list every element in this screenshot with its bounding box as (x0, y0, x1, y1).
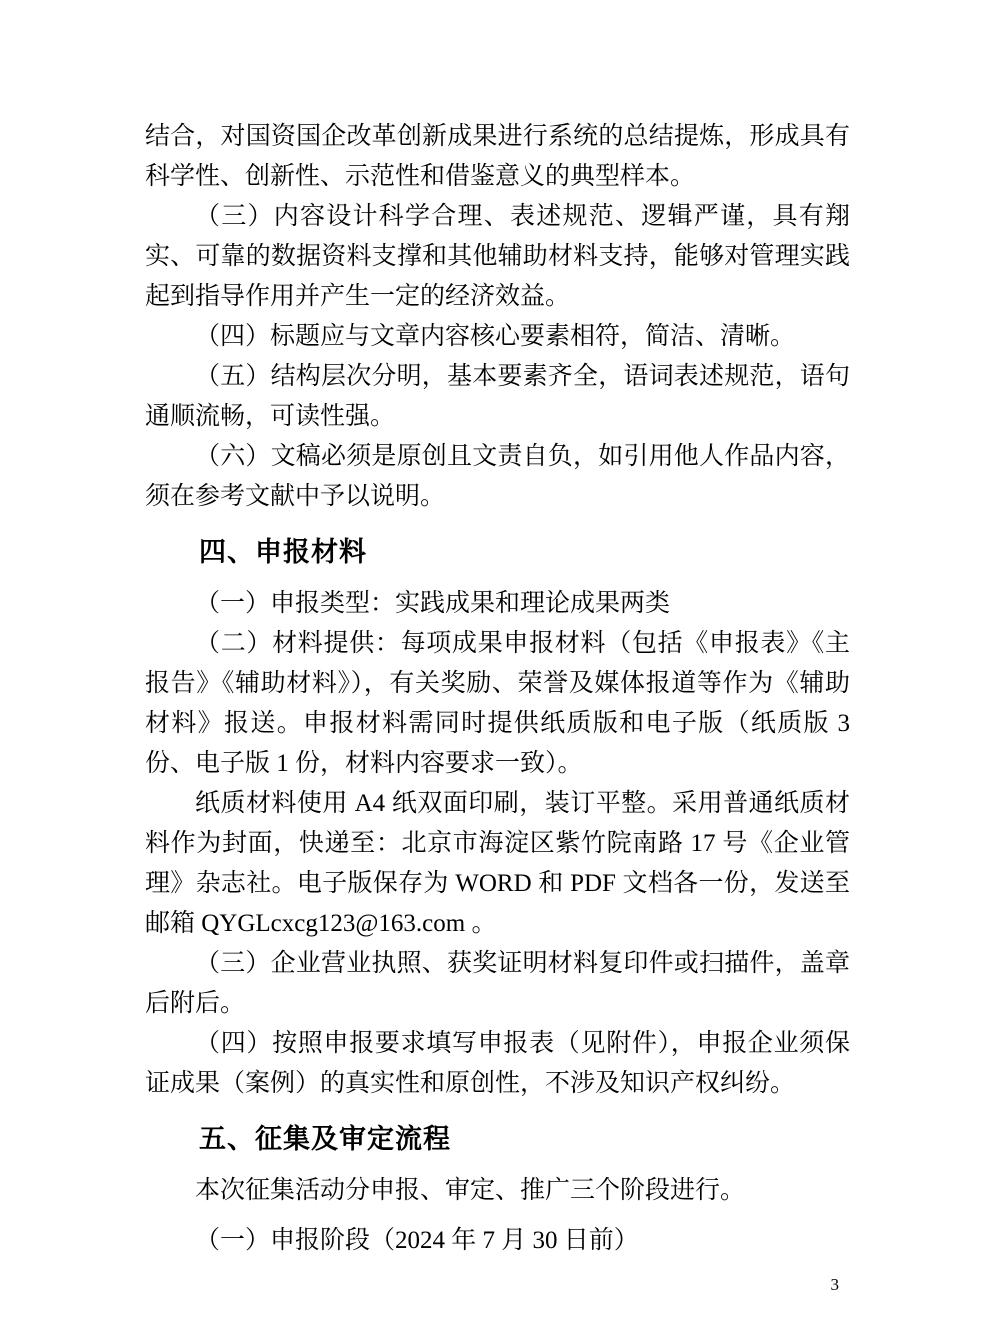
document-body (145, 117, 850, 1261)
para-declaration-type: （一）申报类型：实践成果和理论成果两类 (195, 590, 671, 617)
para-fill-form: （四）按照申报要求填写申报表（见附件），申报企业须保证成果（案例）的真实性和原创性，不涉及知识产权纠纷。 (145, 1030, 850, 1097)
para-material-provision: （二）材料提供：每项成果申报材料（包括《申报表》《主报告》《辅助材料》），有关奖励、荣誉及媒体报道等作为《辅助材料》报送。申报材料需同时提供纸质版和电子版（纸质版 3 份、电子版 1 份，材料内容要求一致）。 (145, 630, 850, 777)
section-heading-declaration-materials: 四、申报材料 (199, 537, 367, 567)
para-structure-requirement: （五）结构层次分明，基本要素齐全，语词表述规范，语句通顺流畅，可读性强。 (145, 363, 850, 430)
para-paper-material: 纸质材料使用 A4 纸双面印刷，装订平整。采用普通纸质材料作为封面，快递至：北京市海淀区紫竹院南路 17 号《企业管理》杂志社。电子版保存为 WORD 和 PDF 文档各一份，发送至邮箱 QYGLcxcg123@163.com 。 (145, 790, 850, 937)
para-three-stages: 本次征集活动分申报、审定、推广三个阶段进行。 (195, 1177, 746, 1204)
para-originality-requirement: （六）文稿必须是原创且文责自负，如引用他人作品内容，须在参考文献中予以说明。 (145, 443, 850, 510)
para-continuation: 结合，对国资国企改革创新成果进行系统的总结提炼，形成具有科学性、创新性、示范性和借鉴意义的典型样本。 (145, 123, 850, 190)
para-declaration-stage: （一）申报阶段（2024 年 7 月 30 日前） (195, 1227, 639, 1254)
para-title-requirement: （四）标题应与文章内容核心要素相符，简洁、清晰。 (195, 323, 796, 350)
section-heading-collection-process: 五、征集及审定流程 (199, 1124, 451, 1154)
page-number: 3 (830, 1275, 839, 1294)
para-content-design: （三）内容设计科学合理、表述规范、逻辑严谨，具有翔实、可靠的数据资料支撑和其他辅助材料支持，能够对管理实践起到指导作用并产生一定的经济效益。 (145, 203, 850, 310)
para-business-license: （三）企业营业执照、获奖证明材料复印件或扫描件，盖章后附后。 (145, 950, 850, 1017)
